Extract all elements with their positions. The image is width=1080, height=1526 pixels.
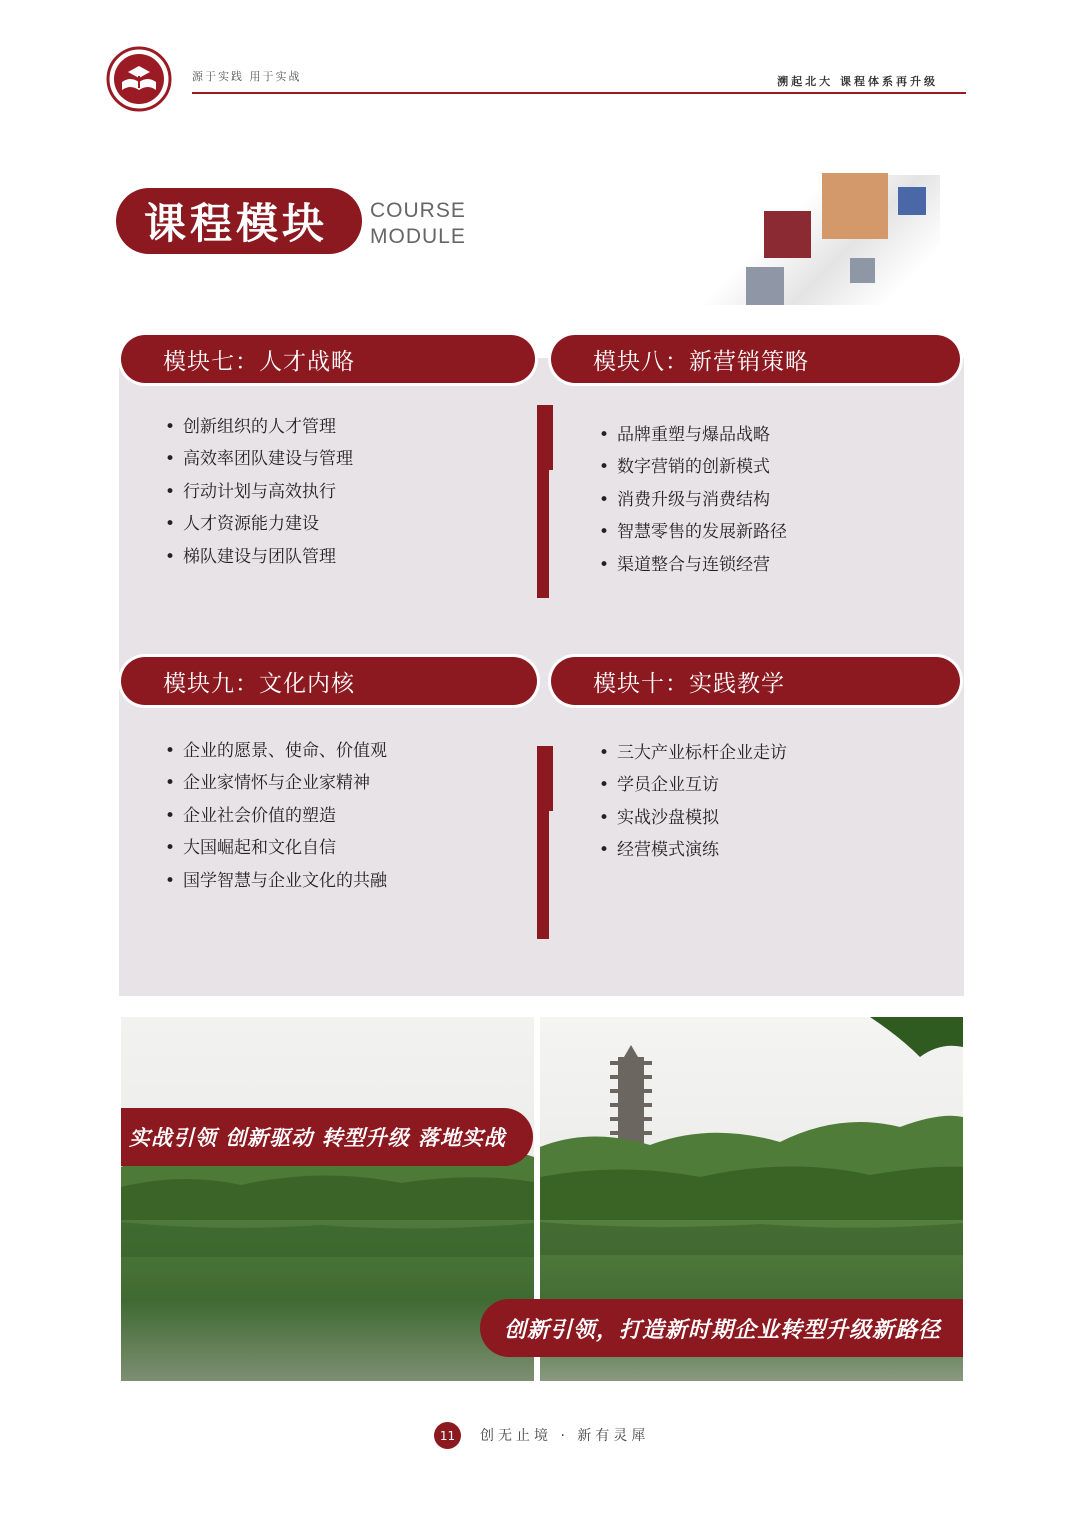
list-item: • 国学智慧与企业文化的共融	[165, 865, 387, 897]
header-divider	[192, 92, 966, 94]
header-slogan-right: 溯起北大 课程体系再升级	[777, 75, 938, 88]
module-8-list	[599, 419, 787, 581]
module-10-list	[599, 737, 787, 867]
module-9-title: 模块九：文化内核	[121, 657, 537, 705]
list-item: • 消费升级与消费结构	[599, 484, 787, 516]
decor-square-gray	[746, 267, 784, 305]
section-title: 课程模块	[116, 188, 362, 254]
list-item: • 品牌重塑与爆品战略	[599, 419, 787, 451]
list-item: • 智慧零售的发展新路径	[599, 516, 787, 548]
book-emblem-icon	[106, 46, 172, 112]
list-item: • 企业的愿景、使命、价值观	[165, 735, 387, 767]
list-item: • 三大产业标杆企业走访	[599, 737, 787, 769]
title-en-line2: MODULE	[370, 225, 466, 248]
module-7-title: 模块七：人才战略	[121, 335, 535, 383]
decor-square-blue	[898, 187, 926, 215]
module-10-title: 模块十：实践教学	[551, 657, 960, 705]
page-number: 11	[434, 1422, 461, 1449]
divider-bar-top	[537, 405, 549, 598]
module-8-title: 模块八：新营销策略	[551, 335, 960, 383]
decor-square-red	[764, 211, 811, 258]
banner-right: 创新引领，打造新时期企业转型升级新路径	[480, 1299, 963, 1357]
list-item: • 实战沙盘模拟	[599, 802, 787, 834]
logo	[106, 46, 172, 112]
list-item: • 企业家情怀与企业家精神	[165, 767, 387, 799]
header-slogan-left: 源于实践 用于实战	[192, 70, 302, 83]
list-item: • 梯队建设与团队管理	[165, 541, 353, 573]
divider-bar-bottom	[537, 746, 549, 939]
decor-square-gray-small	[850, 258, 875, 283]
section-title-english	[370, 198, 466, 250]
banner-left: 实战引领 创新驱动 转型升级 落地实战	[121, 1108, 533, 1166]
list-item: • 渠道整合与连锁经营	[599, 549, 787, 581]
footer-text: 创无止境 · 新有灵犀	[480, 1428, 650, 1444]
module-9-list	[165, 735, 387, 897]
list-item: • 创新组织的人才管理	[165, 411, 353, 443]
title-en-line1: COURSE	[370, 199, 466, 222]
list-item: • 高效率团队建设与管理	[165, 443, 353, 475]
module-7-list	[165, 411, 353, 573]
list-item: • 人才资源能力建设	[165, 508, 353, 540]
list-item: • 学员企业互访	[599, 769, 787, 801]
list-item: • 企业社会价值的塑造	[165, 800, 387, 832]
list-item: • 数字营销的创新模式	[599, 451, 787, 483]
list-item: • 大国崛起和文化自信	[165, 832, 387, 864]
list-item: • 经营模式演练	[599, 834, 787, 866]
list-item: • 行动计划与高效执行	[165, 476, 353, 508]
lake-photo-left	[121, 1017, 534, 1381]
decor-square-orange	[822, 173, 888, 239]
